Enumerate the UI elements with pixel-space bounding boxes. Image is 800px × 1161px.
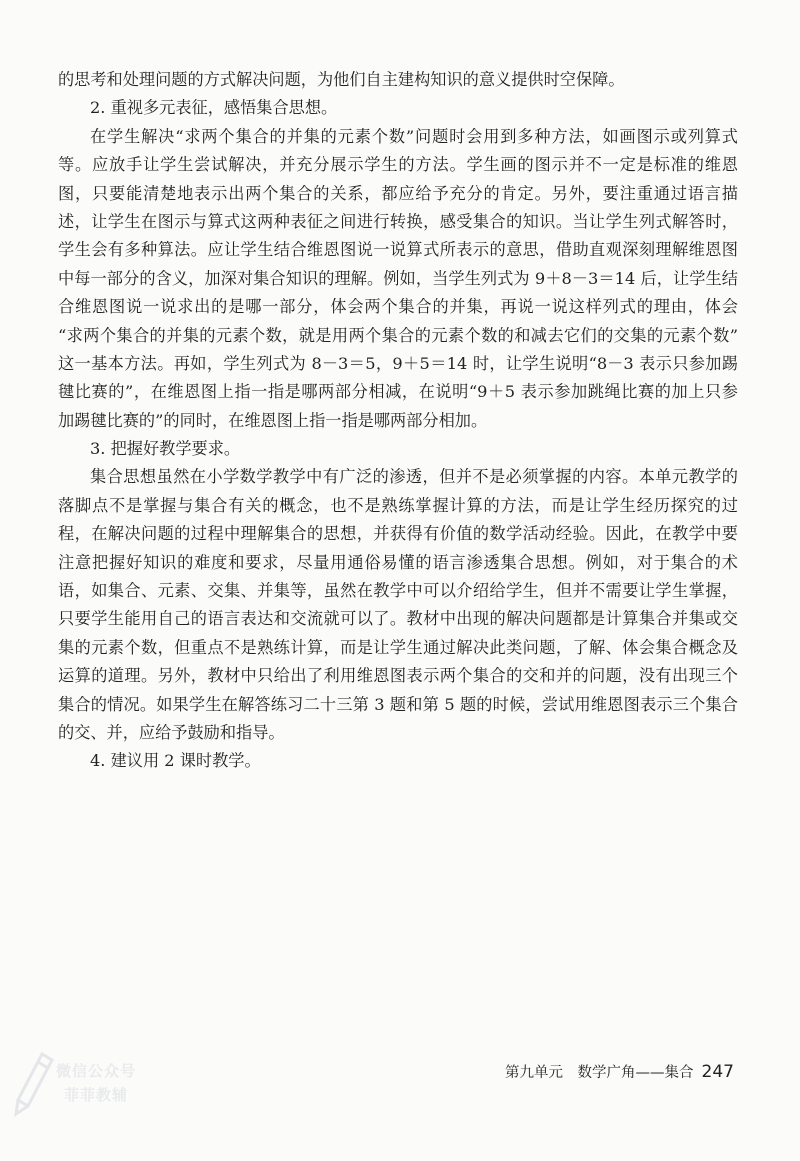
text-line: 这一基本方法。再如，学生列式为 8－3＝5，9＋5＝14 时，让学生说明“8－3 表示只参加踢	[58, 353, 738, 373]
page-number: 247	[701, 1062, 734, 1082]
text-line: 4. 建议用 2 课时教学。	[90, 751, 261, 771]
section-heading	[58, 94, 738, 122]
text-line: 3. 把握好教学要求。	[90, 439, 241, 459]
text-line: 的思考和处理问题的方式解决问题，为他们自主建构知识的意义提供时空保障。	[58, 70, 625, 89]
text-line: 只要学生能用自己的语言表达和交流就可以了。教材中出现的解决问题都是计算集合并集或交	[58, 609, 738, 629]
watermark-line-1: 微信公众号	[56, 1062, 137, 1080]
text-line: 落脚点不是掌握与集合有关的概念，也不是熟练掌握计算的方法，而是让学生经历探究的过	[58, 495, 738, 515]
text-line: 合维恩图说一说求出的是哪一部分，体会两个集合的并集，再说一说这样列式的理由，体会	[58, 297, 738, 317]
text-line: 运算的道理。另外，教材中只给出了利用维恩图表示两个集合的交和并的问题，没有出现三个	[58, 666, 738, 686]
text-line: 毽比赛的”，在维恩图上指一指是哪两部分相减，在说明“9＋5 表示参加跳绳比赛的加上只参	[58, 382, 738, 402]
paragraph	[58, 123, 738, 435]
text-line: 程，在解决问题的过程中理解集合的思想，并获得有价值的数学活动经验。因此，在教学中要	[58, 524, 738, 544]
text-line: 的交、并，应给予鼓励和指导。	[58, 722, 285, 742]
document-body	[58, 66, 738, 776]
page-footer	[505, 1061, 734, 1082]
text-line: 注意把握好知识的难度和要求，尽量用通俗易懂的语言渗透集合思想。例如，对于集合的术	[58, 552, 738, 572]
text-line: 2. 重视多元表征，感悟集合思想。	[90, 98, 338, 118]
text-line: 集合的情况。如果学生在解答练习二十三第 3 题和第 5 题的时候，尝试用维恩图表示三个集合	[58, 694, 738, 714]
watermark-line-2: 菲菲教辅	[64, 1086, 129, 1104]
text-line: 集的元素个数，但重点不是熟练计算，而是让学生通过解决此类问题，了解、体会集合概念及	[58, 637, 738, 657]
chapter-title: 第九单元 数学广角——集合	[505, 1065, 694, 1081]
text-line: 集合思想虽然在小学数学教学中有广泛的渗透，但并不是必须掌握的内容。本单元教学的	[90, 467, 738, 487]
text-line: 等。应放手让学生尝试解决，并充分展示学生的方法。学生画的图示并不一定是标准的维恩	[58, 155, 738, 175]
text-line: 述，让学生在图示与算式这两种表征之间进行转换，感受集合的知识。当让学生列式解答时，	[58, 211, 738, 231]
text-line: 语，如集合、元素、交集、并集等，虽然在教学中可以介绍给学生，但并不需要让学生掌握，	[58, 581, 738, 601]
text-line: 学生会有多种算法。应让学生结合维恩图说一说算式所表示的意思，借助直观深刻理解维恩图	[58, 240, 738, 260]
paragraph	[58, 463, 738, 747]
text-line: 中每一部分的含义，加深对集合知识的理解。例如，当学生列式为 9＋8－3＝14 后，让学生结	[58, 268, 738, 288]
text-line: 加踢毽比赛的”的同时，在维恩图上指一指是哪两部分相加。	[58, 410, 488, 430]
text-line: 图，只要能清楚地表示出两个集合的关系，都应给予充分的肯定。另外，要注重通过语言描	[58, 183, 738, 203]
watermark	[8, 1040, 158, 1120]
section-heading	[58, 435, 738, 463]
text-line: 在学生解决“求两个集合的并集的元素个数”问题时会用到多种方法，如画图示或列算式	[90, 126, 738, 146]
paragraph	[58, 66, 738, 94]
text-line: “求两个集合的并集的元素个数，就是用两个集合的元素个数的和减去它们的交集的元素个数”	[58, 325, 738, 345]
section-heading	[58, 747, 738, 775]
